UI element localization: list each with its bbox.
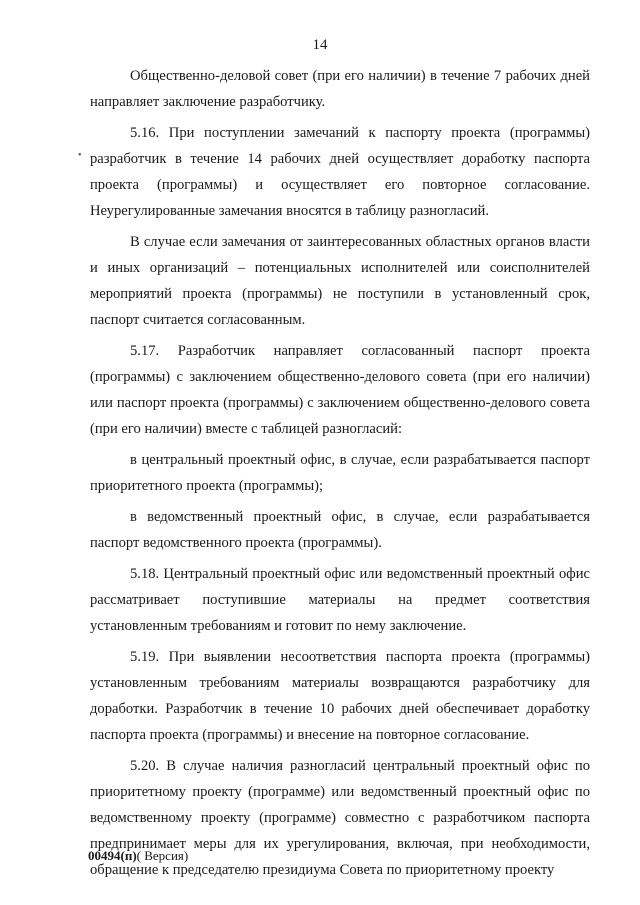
paragraph-central-office: в центральный проектный офис, в случае, если разрабатывается паспорт приоритетного проекта (программы); — [90, 452, 590, 494]
margin-mark: • — [78, 150, 82, 161]
document-footer — [88, 848, 188, 864]
paragraph-5-18: 5.18. Центральный проектный офис или ведомственный проектный офис рассматривает поступившие материалы на предмет соответствия установленным требованиям и готовит по нему заключение. — [90, 566, 590, 634]
document-code: 00494(п) — [88, 848, 137, 863]
document-body — [90, 63, 590, 888]
paragraph-council-conclusion: Общественно-деловой совет (при его наличии) в течение 7 рабочих дней направляет заключение разработчику. — [90, 68, 590, 110]
paragraph-5-16: 5.16. При поступлении замечаний к паспорту проекта (программы) разработчик в течение 14 рабочих дней осуществляет доработку паспорта проекта (программы) и осуществляет его повторное согласование. Неурегулированные замечания вносятся в таблицу разногласий. — [90, 125, 590, 219]
document-version: ( Версия) — [136, 848, 189, 863]
paragraph-no-remarks: В случае если замечания от заинтересованных областных органов власти и иных организаций – потенциальных исполнителей или соисполнителей мероприятий проекта (программы) не поступили в установленный срок, паспорт считается согласованным. — [90, 234, 590, 328]
paragraph-5-20: 5.20. В случае наличия разногласий центральный проектный офис по приоритетному проекту (программе) или ведомственный проектный офис по ведомственному проекту (программе) совместно с разработчиком паспорта предпринимает меры для их урегулирования, включая, при необходимости, обращение к председателю президиума Совета по приоритетному проекту — [90, 758, 590, 878]
paragraph-departmental-office: в ведомственный проектный офис, в случае, если разрабатывается паспорт ведомственного проекта (программы). — [90, 509, 590, 551]
page-number: 14 — [312, 37, 328, 53]
paragraph-5-19: 5.19. При выявлении несоответствия паспорта проекта (программы) установленным требованиям материалы возвращаются разработчику для доработки. Разработчик в течение 10 рабочих дней обеспечивает доработку паспорта проекта (программы) и внесение на повторное согласование. — [90, 649, 590, 743]
paragraph-5-17: 5.17. Разработчик направляет согласованный паспорт проекта (программы) с заключением общественно-делового совета (при его наличии) или паспорт проекта (программы) с заключением общественно-делового совета (при его наличии) вместе с таблицей разногласий: — [90, 343, 590, 437]
